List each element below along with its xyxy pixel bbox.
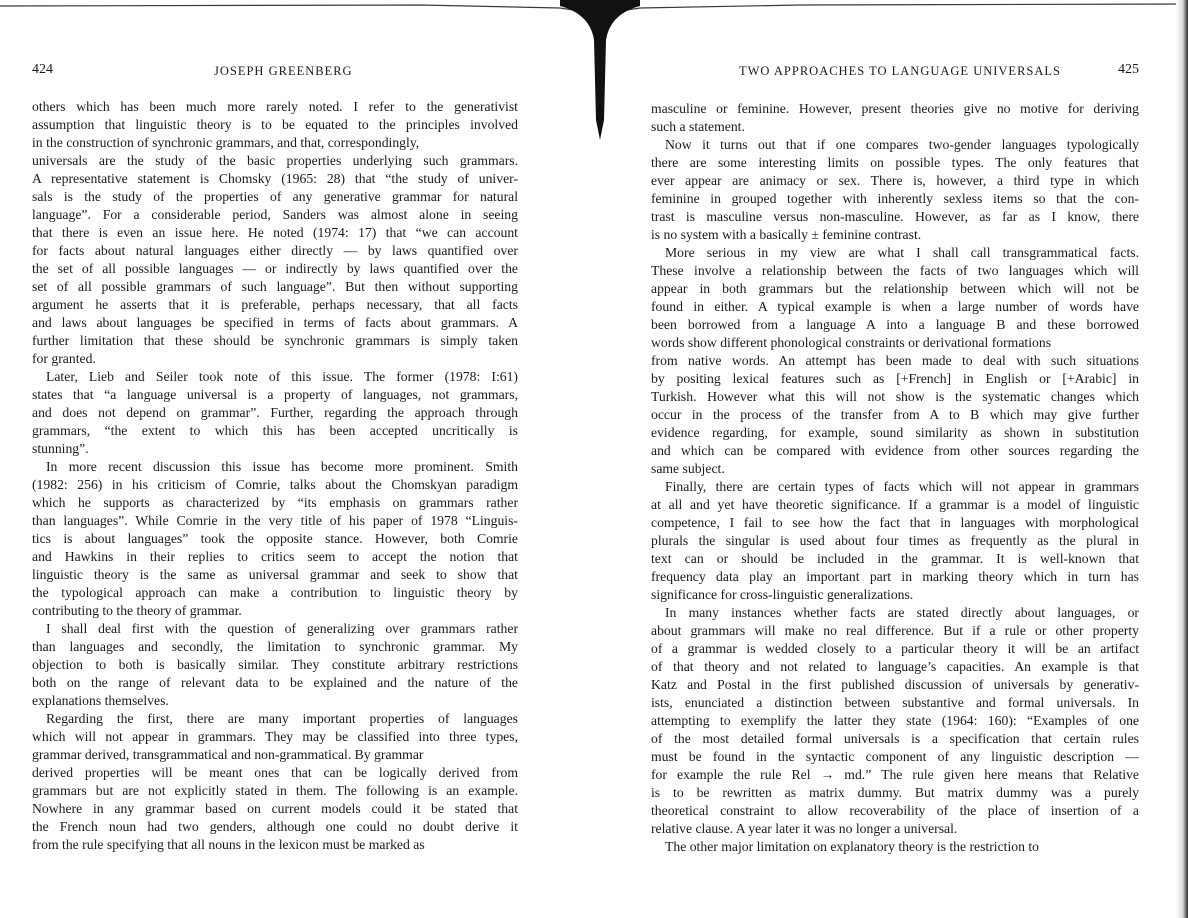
- text-line: I shall deal first with the question of generalizing over grammars rather: [46, 621, 518, 636]
- text-line: argument he asserts that it is preferable, perhaps necessary, that all facts: [32, 297, 518, 312]
- text-line: occur in the process of the transfer from A to B which may give further: [651, 407, 1139, 422]
- text-line: same subject.: [651, 461, 725, 476]
- text-line: found in either. A typical example is when a large number of words have: [651, 299, 1139, 314]
- text-line: further limitation that these should be synchronic grammars is simply taken: [32, 333, 518, 348]
- text-line: states that “a language universal is a property of languages, not grammars,: [32, 387, 518, 402]
- text-line: Now it turns out that if one compares two-gender languages typologically: [665, 137, 1139, 152]
- text-line: for facts about natural languages either directly — by laws quantified over: [32, 243, 518, 258]
- text-line: evidence regarding, for example, sound similarity as shown in substitution: [651, 425, 1139, 440]
- text-line: and Hawkins in their replies to critics seem to accept the notion that: [32, 549, 518, 564]
- text-line: is no system with a basically ± feminine contrast.: [651, 227, 922, 242]
- right-body-text: [651, 100, 1139, 856]
- binding-gutter-shadow: [560, 0, 640, 140]
- text-line: ever appear are animacy or sex. There is, however, a third type in which: [651, 173, 1139, 188]
- text-line: text can or should be included in the grammar. It is well-known that: [651, 551, 1139, 566]
- text-line: than languages and secondly, the limitation to synchronic grammar. My: [32, 639, 518, 654]
- text-line: and laws about languages be specified in terms of facts about grammars. A: [32, 315, 518, 330]
- text-line: theoretical constraint to allow recoverability of the place of insertion of a: [651, 803, 1139, 818]
- text-line: derived properties will be meant ones that can be logically derived from: [32, 765, 518, 780]
- left-page-number: 424: [32, 62, 53, 77]
- text-line: at all and yet have theoretic significance. If a grammar is a model of linguistic: [651, 497, 1139, 512]
- left-running-head: [32, 62, 518, 82]
- text-line: contributing to the theory of grammar.: [32, 603, 242, 618]
- text-line: and does not depend on grammar”. Further, regarding the approach through: [32, 405, 518, 420]
- text-line: there are some interesting limits on possible types. The only features that: [651, 155, 1139, 170]
- text-line: of the most detailed formal universals is a specification that certain rules: [651, 731, 1139, 746]
- text-line: from the rule specifying that all nouns in the lexicon must be marked as: [32, 837, 425, 852]
- text-line: about grammars will make no real difference. But if a rule or other property: [651, 623, 1139, 638]
- text-line: in the construction of synchronic grammars, and that, correspondingly,: [32, 135, 420, 150]
- text-line: the typological approach can make a contribution to linguistic theory by: [32, 585, 518, 600]
- text-line: for example the rule Rel → md.” The rule given here means that Relative: [651, 767, 1139, 782]
- text-line: that there is even an issue here. He noted (1974: 17) that “we can account: [32, 225, 518, 240]
- text-line: explanations themselves.: [32, 693, 169, 708]
- text-line: others which has been much more rarely noted. I refer to the generativist: [32, 99, 518, 114]
- text-line: which he supports as characterized by “its emphasis on grammars rather: [32, 495, 518, 510]
- right-page: [651, 62, 1139, 856]
- text-line: set of all possible grammars of such language”. But then without supporting: [32, 279, 518, 294]
- text-line: In more recent discussion this issue has become more prominent. Smith: [46, 459, 518, 474]
- left-running-title: JOSEPH GREENBERG: [214, 64, 353, 78]
- text-line: ists, enunciated a distinction between substantive and formal universals. In: [651, 695, 1139, 710]
- left-body-text: [32, 98, 518, 854]
- text-line: trast is masculine versus non-masculine. However, as far as I know, there: [651, 209, 1139, 224]
- text-line: such a statement.: [651, 119, 745, 134]
- text-line: Katz and Postal in the first published discussion of universals by generativ-: [651, 677, 1139, 692]
- text-line: Finally, there are certain types of facts which will not appear in grammars: [665, 479, 1139, 494]
- text-line: both on the range of relevant data to be explained and the nature of the: [32, 675, 518, 690]
- text-line: Nowhere in any grammar based on current models could it be stated that: [32, 801, 518, 816]
- text-line: the French noun had two genders, although one could no doubt derive it: [32, 819, 518, 834]
- text-line: than languages”. While Comrie in the very title of his paper of 1978 “Linguis-: [32, 513, 518, 528]
- text-line: language”. For a considerable period, Sanders was almost alone in seeing: [32, 207, 518, 222]
- text-line: is to be rewritten as matrix dummy. But matrix dummy was a purely: [651, 785, 1139, 800]
- text-line: grammars, “the extent to which this has been accepted uncritically is: [32, 423, 518, 438]
- text-line: of that theory and not related to language’s capacities. An example is that: [651, 659, 1139, 674]
- right-page-number: 425: [1118, 62, 1139, 77]
- text-line: In many instances whether facts are stated directly about languages, or: [665, 605, 1139, 620]
- text-line: grammar derived, transgrammatical and non-grammatical. By grammar: [32, 747, 424, 762]
- text-line: Regarding the first, there are many important properties of languages: [46, 711, 518, 726]
- text-line: Later, Lieb and Seiler took note of this issue. The former (1978: I:61): [46, 369, 518, 384]
- text-line: sals is the study of the properties of any generative grammar for natural: [32, 189, 518, 204]
- right-running-title: TWO APPROACHES TO LANGUAGE UNIVERSALS: [739, 64, 1061, 78]
- text-line: competence, I fail to see how the fact that in languages with morphological: [651, 515, 1139, 530]
- text-line: plurals the singular is used about four times as frequently as the plural in: [651, 533, 1139, 548]
- text-line: The other major limitation on explanatory theory is the restriction to: [665, 839, 1040, 854]
- text-line: and which can be compared with evidence from other sources regarding the: [651, 443, 1139, 458]
- text-line: universals are the study of the basic properties underlying such grammars.: [32, 153, 518, 168]
- text-line: the set of all possible languages — or indirectly by laws quantified over the: [32, 261, 518, 276]
- text-line: words show different phonological constraints or derivational formations: [651, 335, 1052, 350]
- scan-edge-right: [1176, 0, 1188, 918]
- text-line: been borrowed from a language A into a language B and these borrowed: [651, 317, 1139, 332]
- right-running-head: [651, 62, 1139, 82]
- text-line: objection to both is basically similar. They constitute arbitrary restrictions: [32, 657, 518, 672]
- text-line: from native words. An attempt has been made to deal with such situations: [651, 353, 1139, 368]
- text-line: which will not appear in grammars. They may be classified into three types,: [32, 729, 518, 744]
- text-line: significance for cross-linguistic generalizations.: [651, 587, 914, 602]
- text-line: by positing lexical features such as [+French] in English or [+Arabic] in: [651, 371, 1139, 386]
- text-line: masculine or feminine. However, present theories give no motive for deriving: [651, 101, 1139, 116]
- left-page: [32, 62, 518, 854]
- text-line: of a grammar is wedded closely to a particular theory it will be an artifact: [651, 641, 1139, 656]
- text-line: More serious in my view are what I shall call transgrammatical facts.: [665, 245, 1139, 260]
- text-line: (1982: 256) in his criticism of Comrie, talks about the Chomskyan paradigm: [32, 477, 518, 492]
- text-line: feminine in grouped together with inherently sexless items so that the con-: [651, 191, 1139, 206]
- text-line: grammars but are not explicitly stated in them. The following is an example.: [32, 783, 518, 798]
- text-line: tics is about languages” took the opposite stance. However, both Comrie: [32, 531, 518, 546]
- text-line: for granted.: [32, 351, 96, 366]
- text-line: assumption that linguistic theory is to be equated to the principles involved: [32, 117, 518, 132]
- text-line: stunning”.: [32, 441, 89, 456]
- text-line: linguistic theory is the same as universal grammar and seek to show that: [32, 567, 518, 582]
- text-line: attempting to exemplify the latter they state (1964: 160): “Examples of one: [651, 713, 1139, 728]
- text-line: Turkish. However what this will not show is the systematic changes which: [651, 389, 1139, 404]
- text-line: must be found in the syntactic component of any linguistic description —: [651, 749, 1139, 764]
- text-line: relative clause. A year later it was no longer a universal.: [651, 821, 958, 836]
- text-line: appear in both grammars but the relationship between which will not be: [651, 281, 1139, 296]
- text-line: These involve a relationship between the facts of two languages which will: [651, 263, 1139, 278]
- text-line: A representative statement is Chomsky (1965: 28) that “the study of univer-: [32, 171, 518, 186]
- text-line: frequency data play an important part in marking theory which in turn has: [651, 569, 1139, 584]
